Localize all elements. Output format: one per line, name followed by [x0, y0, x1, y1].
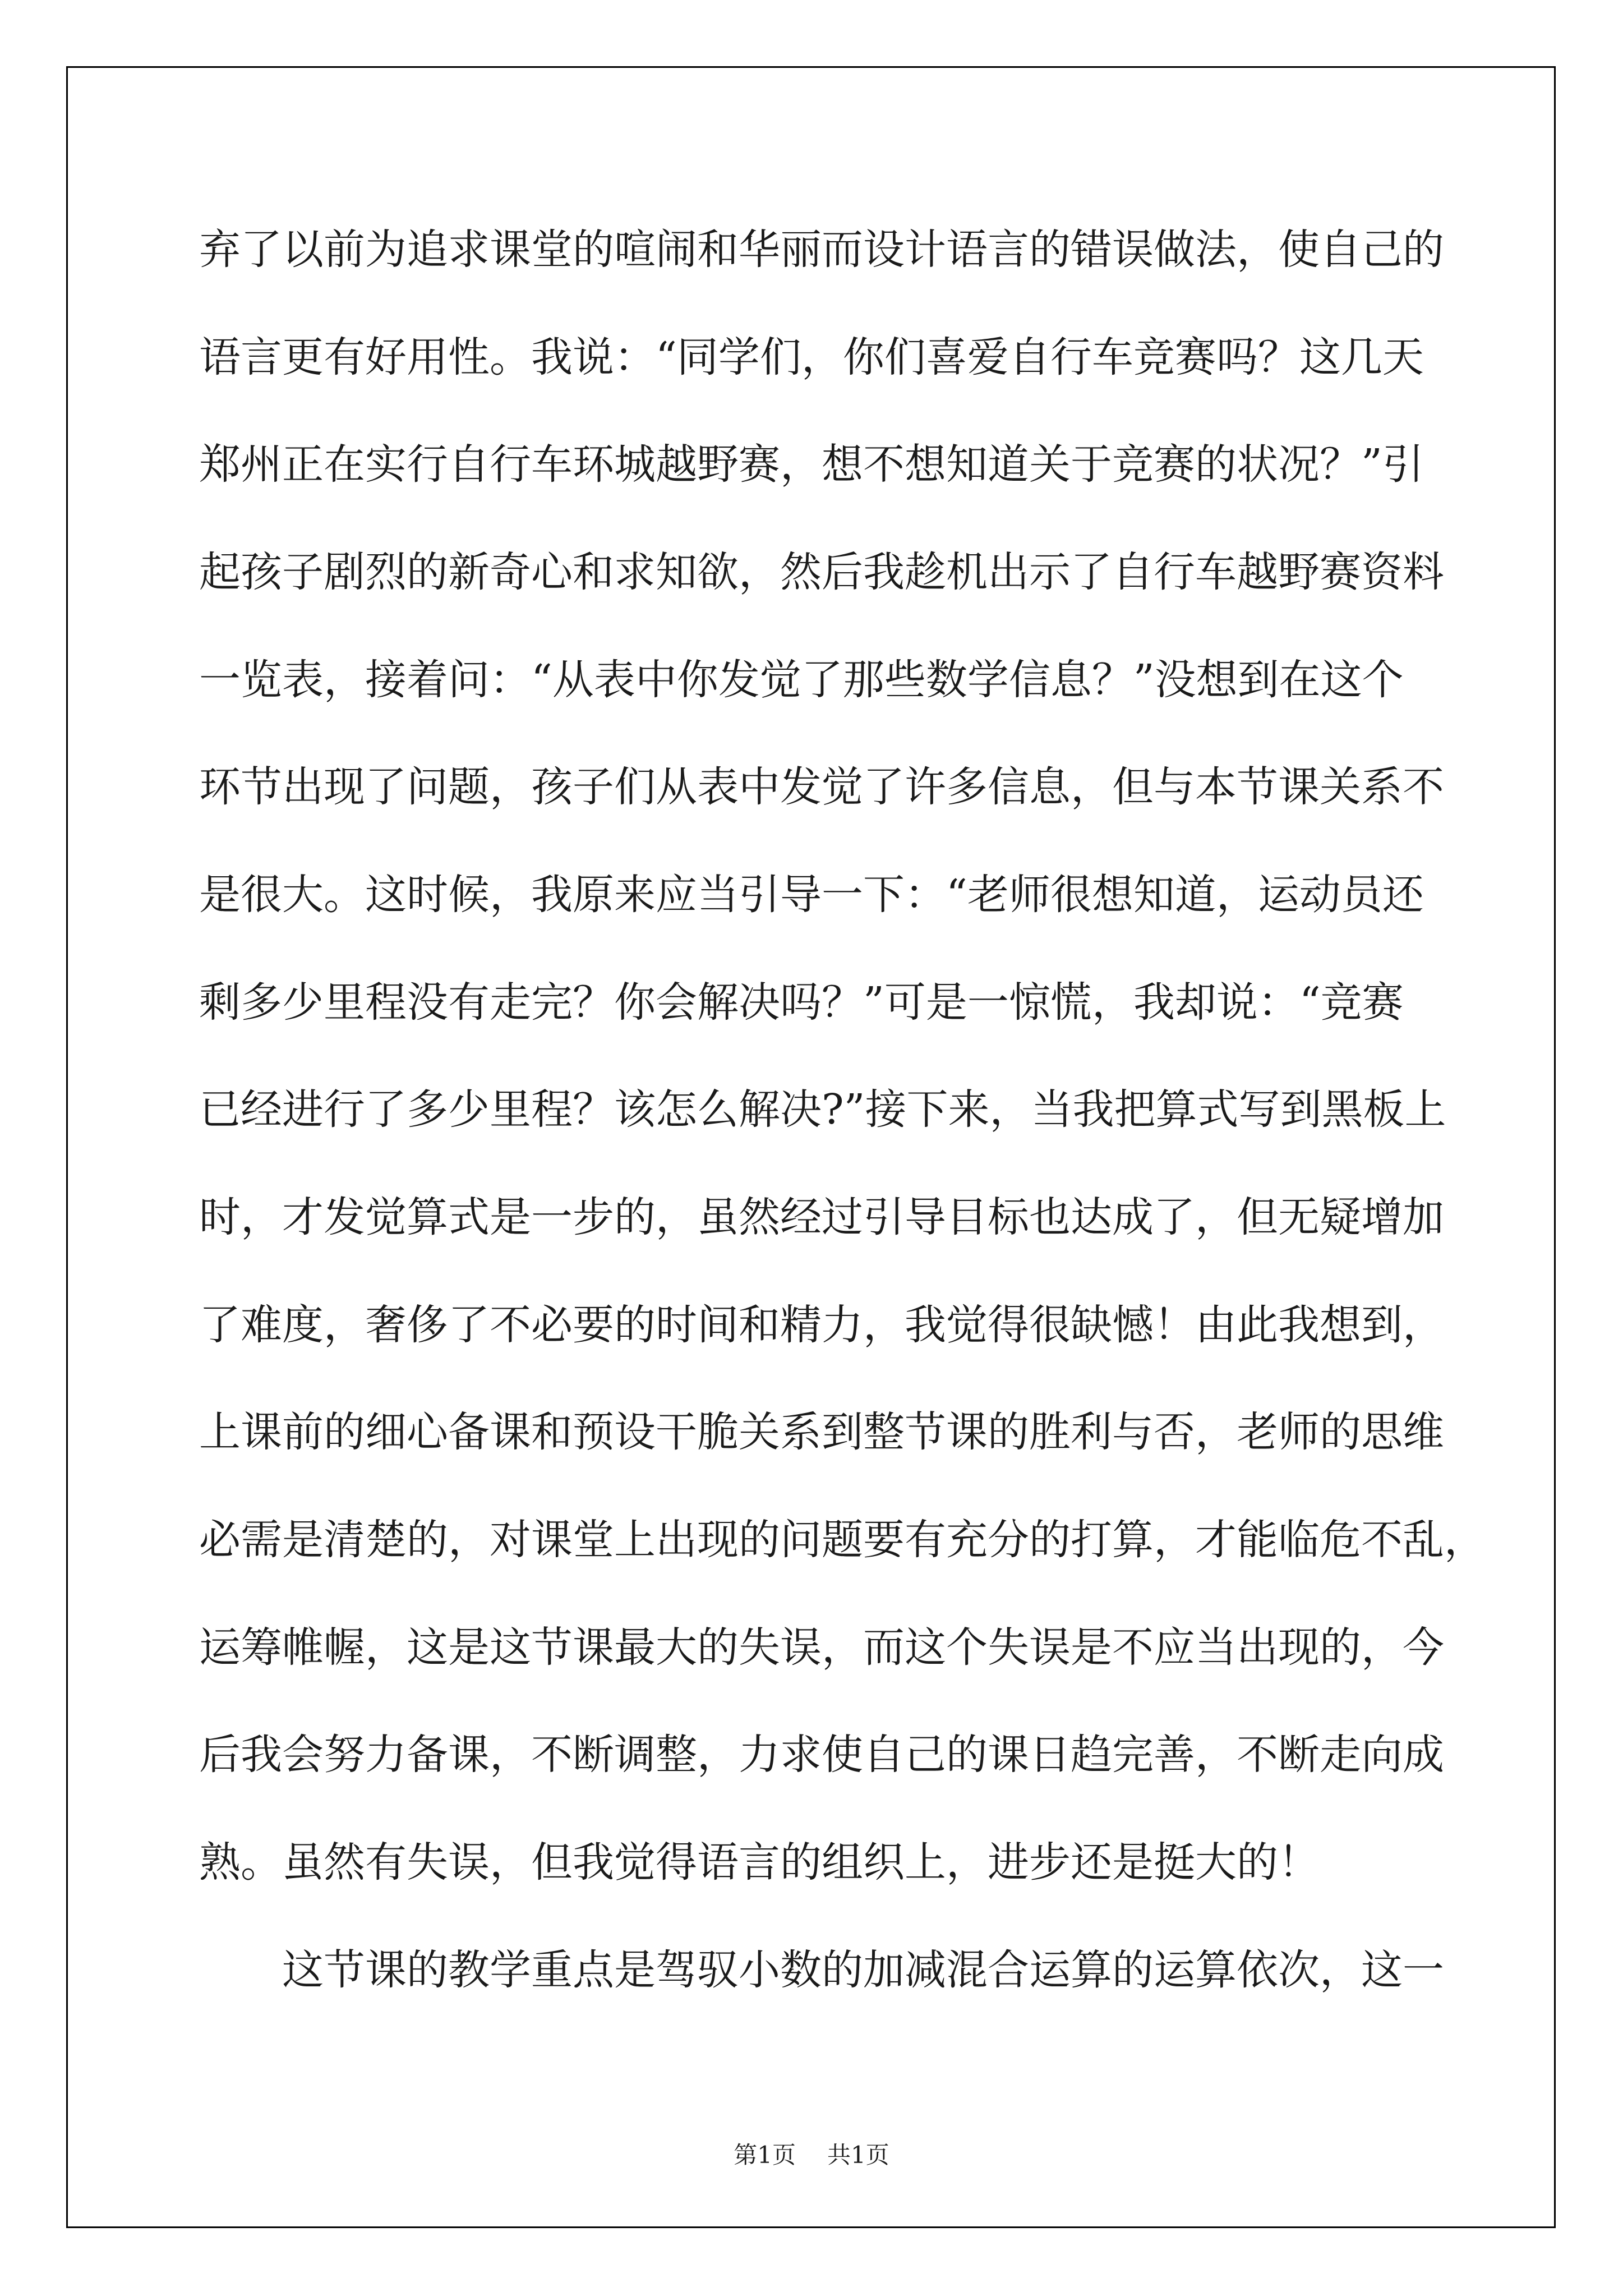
text-line: 剩多少里程没有走完？你会解决吗？”可是一惊慌，我却说：“竞赛 — [199, 978, 1404, 1027]
text-line: 弃了以前为追求课堂的喧闹和华丽而设计语言的错误做法，使自己的 — [199, 226, 1444, 274]
text-line: 了难度，奢侈了不必要的时间和精力，我觉得很缺憾！由此我想到， — [199, 1301, 1444, 1349]
total-pages: 共1页 — [827, 2141, 889, 2169]
text-line: 熟。虽然有失误，但我觉得语言的组织上，进步还是挺大的！ — [199, 1838, 1320, 1887]
text-line: 后我会努力备课，不断调整，力求使自己的课日趋完善，不断走向成 — [199, 1731, 1444, 1779]
text-line: 已经进行了多少里程？该怎么解决?”接下来，当我把算式写到黑板上 — [199, 1085, 1446, 1134]
text-line: 起孩子剧烈的新奇心和求知欲，然后我趁机出示了自行车越野赛资料 — [199, 548, 1444, 596]
text-line: 这节课的教学重点是驾驭小数的加减混合运算的运算依次，这一 — [199, 1946, 1444, 1994]
text-line: 郑州正在实行自行车环城越野赛，想不想知道关于竞赛的状况？”引 — [199, 440, 1424, 489]
text-line: 语言更有好用性。我说：“同学们，你们喜爱自行车竞赛吗？这几天 — [199, 333, 1424, 381]
page-number: 第1页 — [734, 2141, 796, 2169]
text-line: 运筹帷幄，这是这节课最大的失误，而这个失误是不应当出现的，今 — [199, 1623, 1444, 1672]
text-line: 必需是清楚的，对课堂上出现的问题要有充分的打算，才能临危不乱， — [199, 1516, 1486, 1564]
text-line: 上课前的细心备课和预设干脆关系到整节课的胜利与否，老师的思维 — [199, 1408, 1444, 1456]
text-line: 一览表，接着问：“从表中你发觉了那些数学信息？”没想到在这个 — [199, 656, 1404, 704]
text-line: 环节出现了问题，孩子们从表中发觉了许多信息，但与本节课关系不 — [199, 763, 1444, 811]
page-footer — [0, 2138, 1623, 2172]
text-line: 是很大。这时候，我原来应当引导一下：“老师很想知道，运动员还 — [199, 871, 1424, 919]
text-line: 时，才发觉算式是一步的，虽然经过引导目标也达成了，但无疑增加 — [199, 1193, 1444, 1241]
